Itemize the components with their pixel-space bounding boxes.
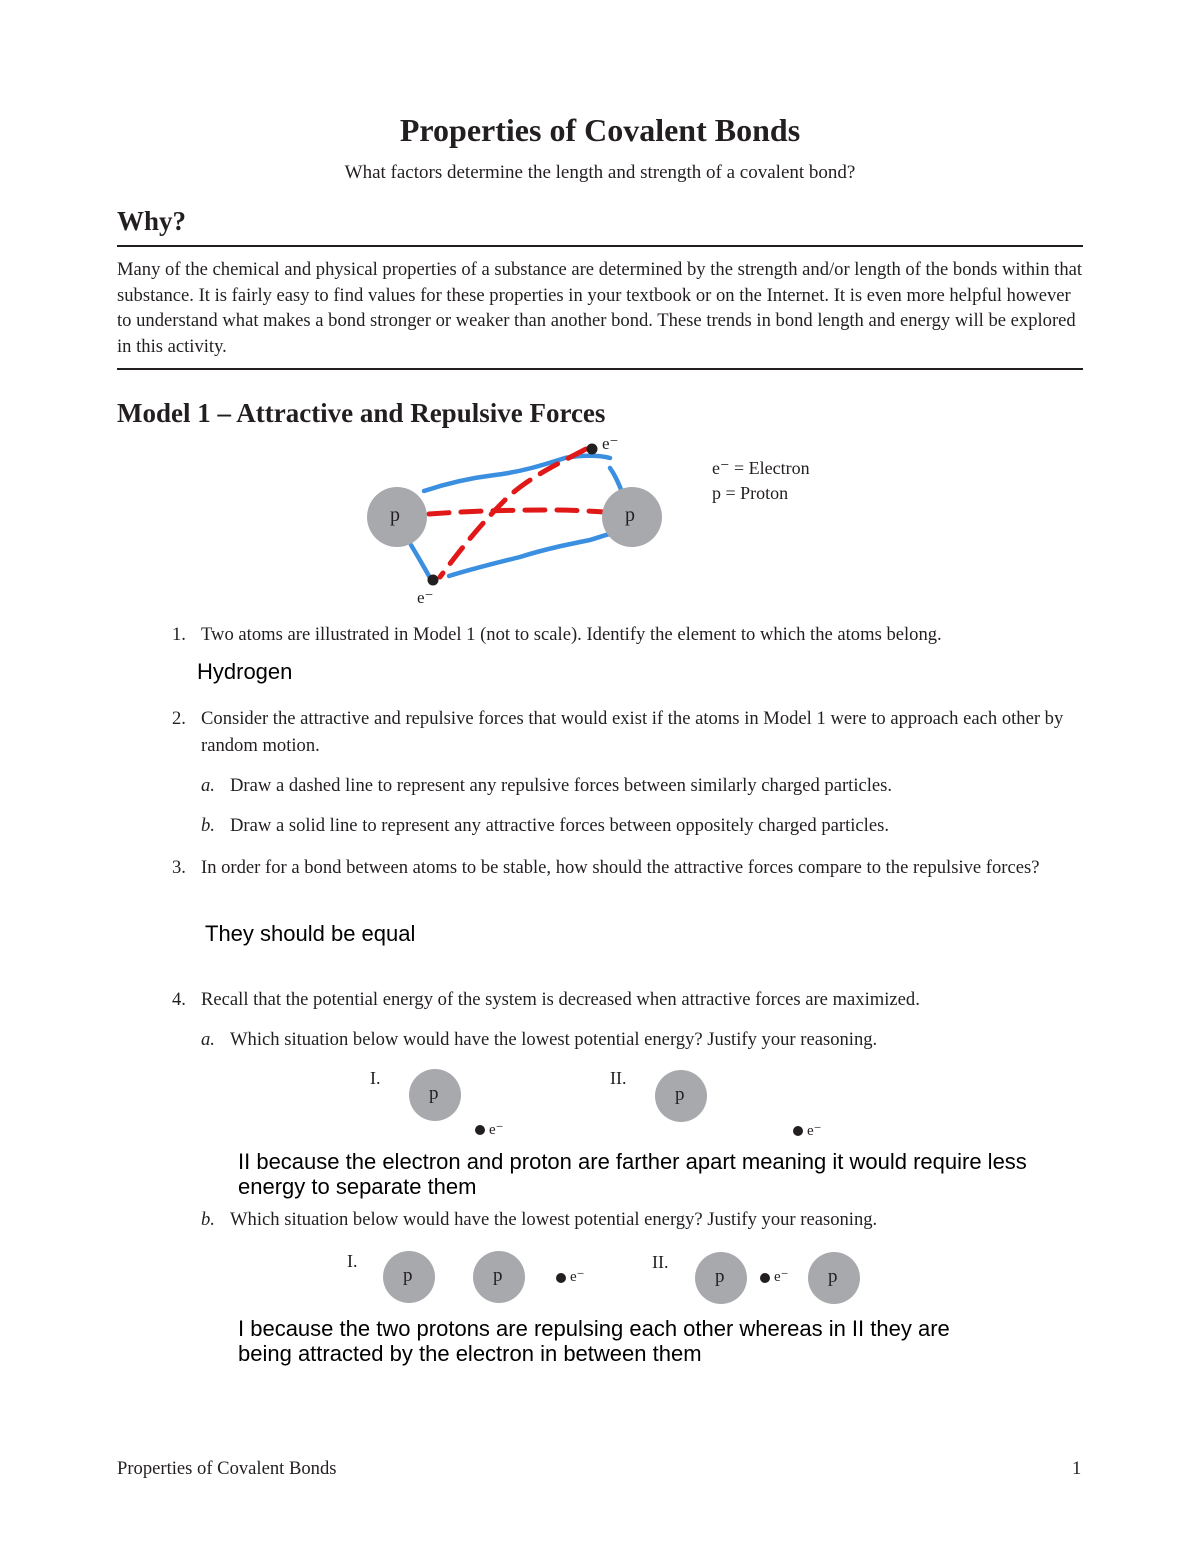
attractive-line bbox=[411, 545, 430, 578]
proton-label: p bbox=[675, 1084, 685, 1105]
why-heading: Why? bbox=[117, 206, 187, 236]
page-subtitle: What factors determine the length and strength of a covalent bond? bbox=[344, 162, 856, 183]
question-number: 1. bbox=[172, 624, 186, 645]
attractive-line bbox=[424, 456, 610, 491]
proton-label: p bbox=[828, 1266, 838, 1287]
subquestion-text: Which situation below would have the lowest potential energy? Justify your reasoning. bbox=[230, 1029, 878, 1050]
page-title: Properties of Covalent Bonds bbox=[399, 112, 801, 148]
situation-label-II: II. bbox=[610, 1068, 627, 1088]
electron-label: e⁻ bbox=[602, 434, 619, 453]
electron-label: e⁻ bbox=[489, 1122, 504, 1138]
proton-label: p bbox=[390, 504, 400, 526]
electron-4b-II bbox=[760, 1273, 770, 1283]
question-text: Two atoms are illustrated in Model 1 (not to scale). Identify the element to which the atoms belong. bbox=[201, 624, 942, 645]
situation-label-II: II. bbox=[652, 1252, 669, 1272]
answer-text: Hydrogen bbox=[197, 659, 293, 684]
subquestion-text: Which situation below would have the lowest potential energy? Justify your reasoning. bbox=[230, 1209, 878, 1230]
proton-label: p bbox=[429, 1083, 439, 1104]
footer-title: Properties of Covalent Bonds bbox=[117, 1458, 337, 1479]
subquestion-label: a. bbox=[201, 1029, 215, 1050]
proton-label: p bbox=[715, 1266, 725, 1287]
subquestion-text: Draw a dashed line to represent any repulsive forces between similarly charged particles. bbox=[230, 775, 893, 796]
legend-electron: e⁻ = Electron bbox=[712, 458, 810, 478]
electron-label: e⁻ bbox=[807, 1123, 822, 1139]
attractive-line bbox=[449, 533, 614, 576]
model-heading: Model 1 – Attractive and Repulsive Forces bbox=[117, 398, 606, 428]
question-number: 3. bbox=[172, 857, 186, 878]
proton-label: p bbox=[493, 1265, 503, 1286]
question-text: Recall that the potential energy of the system is decreased when attractive forces are maximized. bbox=[201, 989, 920, 1010]
question-number: 2. bbox=[172, 708, 186, 729]
electron-4a-II bbox=[793, 1126, 803, 1136]
situation-label-I: I. bbox=[370, 1068, 381, 1088]
answer-text: II because the electron and proton are farther apart meaning it would require less energy to separate them bbox=[238, 1149, 1027, 1199]
subquestion-text: Draw a solid line to represent any attractive forces between oppositely charged particles. bbox=[230, 815, 889, 836]
subquestion-label: b. bbox=[201, 815, 215, 836]
attractive-line bbox=[610, 468, 622, 492]
proton-label: p bbox=[625, 504, 635, 526]
electron-label: e⁻ bbox=[570, 1269, 585, 1285]
subquestion-label: b. bbox=[201, 1209, 215, 1230]
proton-label: p bbox=[403, 1265, 413, 1286]
electron-4b-I bbox=[556, 1273, 566, 1283]
electron-bottom bbox=[428, 575, 439, 586]
electron-label: e⁻ bbox=[417, 588, 434, 607]
electron-4a-I bbox=[475, 1125, 485, 1135]
question-number: 4. bbox=[172, 989, 186, 1010]
situation-label-I: I. bbox=[347, 1251, 358, 1271]
legend-proton: p = Proton bbox=[712, 483, 789, 503]
repulsive-line bbox=[429, 510, 604, 514]
answer-text: They should be equal bbox=[205, 921, 416, 946]
page-number: 1 bbox=[1072, 1458, 1082, 1479]
subquestion-label: a. bbox=[201, 775, 215, 796]
answer-text: I because the two protons are repulsing each other whereas in II they are being attracted by the electron in between them bbox=[238, 1316, 950, 1366]
question-text: Consider the attractive and repulsive forces that would exist if the atoms in Model 1 were to approach each other by random motion. bbox=[201, 708, 1064, 756]
question-text: In order for a bond between atoms to be stable, how should the attractive forces compare to the repulsive forces? bbox=[201, 857, 1040, 878]
electron-top bbox=[587, 444, 598, 455]
why-paragraph: Many of the chemical and physical properties of a substance are determined by the strength and/or length of the bonds within that substance. It is fairly easy to find values for these properties in your textbook or on the Internet. It is even more helpful however to understand what makes a bond stronger or weaker than another bond. These trends in bond length and energy will be explored in this activity. bbox=[117, 259, 1083, 358]
electron-label: e⁻ bbox=[774, 1269, 789, 1285]
